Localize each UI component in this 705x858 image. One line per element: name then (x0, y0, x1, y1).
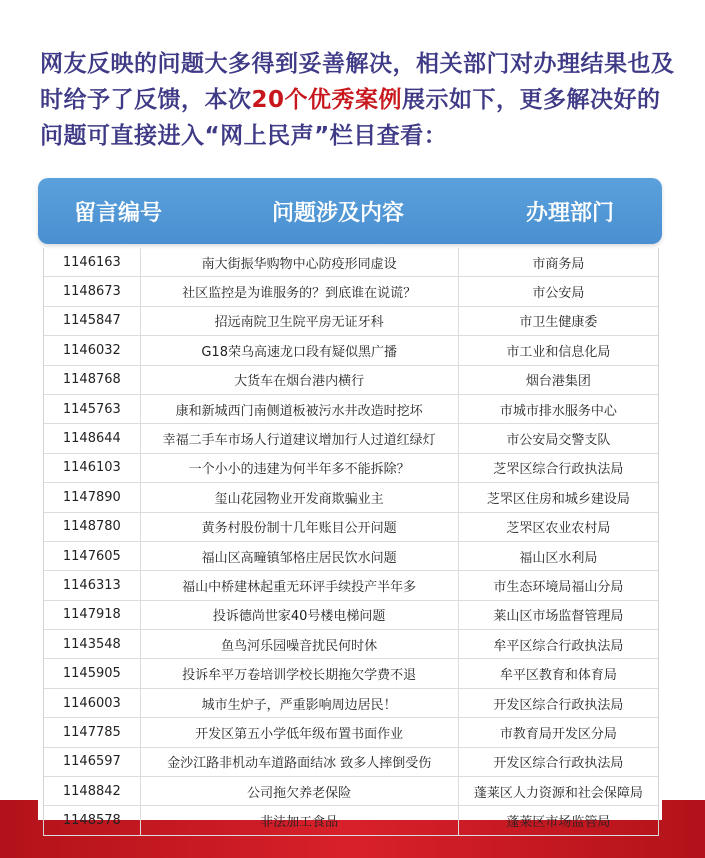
table-row (44, 336, 658, 365)
table-row (44, 718, 658, 747)
table-row (44, 601, 658, 630)
cell-dept: 烟台港集团 (525, 374, 591, 390)
cell-dept: 市商务局 (532, 256, 585, 272)
table-row (44, 483, 658, 512)
cell-dept: 市公安局交警支队 (506, 433, 611, 449)
cell-dept: 市卫生健康委 (519, 315, 598, 331)
table-row (44, 777, 658, 806)
cell-id: 1148842 (44, 777, 141, 805)
cell-content: 玺山花园物业开发商欺骗业主 (141, 483, 459, 511)
cell-id: 1147785 (44, 718, 141, 746)
table-row (44, 748, 658, 777)
cell-dept: 蓬莱区人力资源和社会保障局 (473, 785, 643, 801)
cell-id: 1143548 (44, 630, 141, 658)
cell-content: 社区监控是为谁服务的？到底谁在说谎？ (141, 277, 459, 305)
cell-id: 1147918 (44, 601, 141, 629)
cell-id: 1146597 (44, 748, 141, 776)
header-content: 问题涉及内容 (271, 200, 404, 226)
cell-content: 福山中桥建林起重无环评手续投产半年多 (141, 571, 459, 599)
cell-dept: 市城市排水服务中心 (499, 403, 617, 419)
cell-id: 1148780 (44, 513, 141, 541)
cell-dept: 牟平区综合行政执法局 (493, 638, 624, 654)
cell-dept: 芝罘区农业农村局 (506, 521, 611, 537)
cell-dept: 莱山区市场监督管理局 (493, 609, 624, 625)
cell-dept: 市公安局 (532, 286, 585, 302)
cell-dept: 开发区综合行政执法局 (493, 756, 624, 772)
cell-content: 金沙江路非机动车道路面结冰 致多人摔倒受伤 (141, 748, 459, 776)
cell-dept: 福山区水利局 (519, 550, 598, 566)
cell-id: 1146032 (44, 336, 141, 364)
intro-text (40, 46, 680, 154)
table-body (43, 248, 659, 836)
cell-id: 1146313 (44, 571, 141, 599)
cell-content: 非法加工食品 (141, 806, 459, 834)
cell-id: 1148673 (44, 277, 141, 305)
cell-content: 城市生炉子，严重影响周边居民！ (141, 689, 459, 717)
cell-id: 1148578 (44, 806, 141, 834)
table-row (44, 542, 658, 571)
table-row (44, 806, 658, 835)
intro-part2: 展示如下，更多解决好的问题可直接进入“网上民声”栏目查看： (40, 87, 661, 149)
table-row (44, 659, 658, 688)
cell-id: 1145763 (44, 395, 141, 423)
cell-id: 1148768 (44, 366, 141, 394)
header-id: 留言编号 (73, 200, 162, 226)
cell-id: 1147890 (44, 483, 141, 511)
cell-id: 1147605 (44, 542, 141, 570)
cell-content: 投诉牟平万卷培训学校长期拖欠学费不退 (141, 659, 459, 687)
intro-highlight: 20个优秀案例 (251, 87, 403, 113)
cell-dept: 市工业和信息化局 (506, 344, 611, 360)
table-row (44, 395, 658, 424)
cell-content: 大货车在烟台港内横行 (141, 366, 459, 394)
cell-content: 福山区高疃镇邹格庄居民饮水问题 (141, 542, 459, 570)
table-row (44, 689, 658, 718)
table-row (44, 248, 658, 277)
table-row (44, 307, 658, 336)
cell-id: 1146003 (44, 689, 141, 717)
cell-content: 黄务村股份制十几年账目公开问题 (141, 513, 459, 541)
intro-part1: 网友反映的问题大多得到妥善解决，相关部门对办理结果也及时给予了反馈，本次 (40, 51, 675, 113)
table-row (44, 454, 658, 483)
cell-dept: 芝罘区住房和城乡建设局 (486, 491, 630, 507)
table-row (44, 366, 658, 395)
cell-content: 康和新城西门南侧道板被污水井改造时挖坏 (141, 395, 459, 423)
cell-dept: 牟平区教育和体育局 (499, 668, 617, 684)
cell-id: 1145905 (44, 659, 141, 687)
cell-content: 鱼鸟河乐园噪音扰民何时休 (141, 630, 459, 658)
cell-dept: 市教育局开发区分局 (499, 726, 617, 742)
table-row (44, 571, 658, 600)
cell-dept: 开发区综合行政执法局 (493, 697, 624, 713)
table-row (44, 424, 658, 453)
cell-dept: 蓬莱区市场监管局 (506, 815, 611, 831)
cell-id: 1148644 (44, 424, 141, 452)
cell-content: 南大街振华购物中心防疫形同虚设 (141, 248, 459, 276)
cell-id: 1146163 (44, 248, 141, 276)
cell-content: 一个小小的违建为何半年多不能拆除？ (141, 454, 459, 482)
cell-dept: 市生态环境局福山分局 (493, 579, 624, 595)
cell-dept: 芝罘区综合行政执法局 (493, 462, 624, 478)
table-row (44, 513, 658, 542)
cell-content: 开发区第五小学低年级布置书面作业 (141, 718, 459, 746)
case-table (38, 178, 662, 831)
header-dept: 办理部门 (525, 200, 614, 226)
cell-content: 幸福二手车市场人行道建议增加行人过道红绿灯 (141, 424, 459, 452)
cell-id: 1145847 (44, 307, 141, 335)
cell-content: 投诉德尚世家40号楼电梯问题 (141, 601, 459, 629)
cell-id: 1146103 (44, 454, 141, 482)
cell-content: 公司拖欠养老保险 (141, 777, 459, 805)
table-row (44, 630, 658, 659)
cell-content: 招远南院卫生院平房无证牙科 (141, 307, 459, 335)
table-row (44, 277, 658, 306)
table-header (38, 178, 662, 244)
cell-content: G18荣乌高速龙口段有疑似黑广播 (141, 336, 459, 364)
